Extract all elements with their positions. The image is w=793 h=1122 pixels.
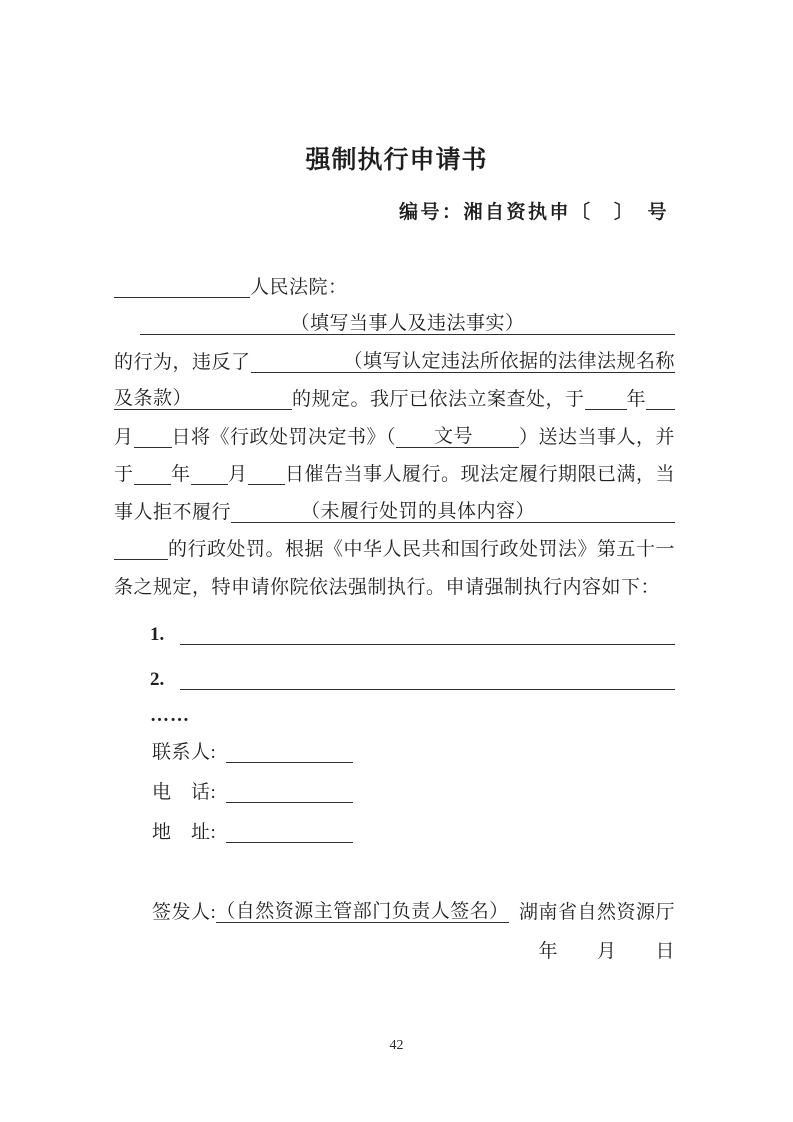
item-2-blank xyxy=(180,689,675,690)
enforcement-item-1 xyxy=(114,600,675,645)
unfulfilled-field xyxy=(231,502,675,523)
contact-person-line xyxy=(114,723,675,763)
date-line xyxy=(114,923,675,962)
refusal-text: 事人拒不履行 xyxy=(114,501,232,523)
request-text: 条之规定，特申请你院依法强制执行。申请强制执行内容如下： xyxy=(114,576,661,598)
facts-fill-blank: （填写当事人及违法事实） xyxy=(140,314,675,335)
document-number-line: 编号：湘自资执申〔 〕 号 xyxy=(399,202,670,223)
line-court xyxy=(114,260,675,298)
year-blank-2 xyxy=(134,484,171,485)
issuer-label: 签发人: xyxy=(152,902,217,924)
contact-info xyxy=(114,723,675,843)
item-2-number: 2. xyxy=(150,669,165,691)
enforcement-items xyxy=(114,600,675,726)
address-line xyxy=(114,803,675,843)
date-placeholder: 年 月 日 xyxy=(538,941,675,963)
line-reminder xyxy=(114,448,675,486)
agency-name: 湖南省自然资源厅 xyxy=(518,902,675,924)
law-name-blank xyxy=(251,372,344,373)
doc-number-field xyxy=(396,427,519,448)
line-refusal xyxy=(114,485,675,523)
violation-text: 的行为，违反了 xyxy=(114,351,251,373)
enforcement-item-2 xyxy=(114,645,675,690)
clause-blank xyxy=(192,409,292,410)
item-1-number: 1. xyxy=(150,624,165,646)
month-blank-2 xyxy=(191,484,228,485)
items-ellipsis: …… xyxy=(150,705,190,727)
on-text: 于 xyxy=(114,464,134,486)
phone-blank xyxy=(226,802,353,803)
phone-line xyxy=(114,763,675,803)
doc-number-label: 文号 xyxy=(434,425,474,447)
unfulfilled-hint: （未履行处罚的具体内容） xyxy=(301,500,536,522)
day-blank-1 xyxy=(134,447,172,448)
page-number: 42 xyxy=(389,1038,404,1053)
month-blank-1 xyxy=(646,409,675,410)
penalty-blank xyxy=(114,559,168,560)
case-filed-text: 的规定。我厅已依法立案查处，于 xyxy=(292,389,585,411)
month-label-1: 月 xyxy=(114,426,134,448)
delivered-text: ）送达当事人，并 xyxy=(518,426,675,448)
line-provisions xyxy=(114,373,675,411)
issuer-line xyxy=(114,885,675,923)
line-request xyxy=(114,560,675,598)
court-name-blank xyxy=(114,297,250,298)
month-label-2: 月 xyxy=(228,464,248,486)
phone-label: 电 话: xyxy=(152,782,217,804)
year-label-2: 年 xyxy=(171,464,191,486)
clause-hint: 及条款） xyxy=(114,388,193,410)
year-blank-1 xyxy=(585,409,627,410)
items-ellipsis-line xyxy=(114,690,675,726)
line-legal-basis xyxy=(114,523,675,561)
legal-basis-text: 的行政处罚。根据《中华人民共和国行政处罚法》第五十一 xyxy=(168,539,676,561)
contact-person-label: 联系人: xyxy=(152,742,217,764)
line-violation xyxy=(114,335,675,373)
address-label: 地 址: xyxy=(152,822,217,844)
decision-text: 日将《行政处罚决定书》（ xyxy=(171,426,397,448)
body-paragraph xyxy=(114,260,675,598)
issuer-signature-hint: （自然资源主管部门负责人签名） xyxy=(216,901,509,923)
law-name-hint: （填写认定违法所依据的法律法规名称 xyxy=(343,350,675,372)
contact-person-blank xyxy=(226,762,353,763)
court-label: 人民法院： xyxy=(250,276,348,298)
document-title: 强制执行申请书 xyxy=(305,147,488,174)
address-blank xyxy=(226,842,353,843)
year-label-1: 年 xyxy=(626,389,647,411)
deadline-text: 日催告当事人履行。现法定履行期限已满，当 xyxy=(285,464,676,486)
item-1-blank xyxy=(180,644,675,645)
signature-block xyxy=(114,885,675,962)
line-facts xyxy=(114,298,675,336)
day-blank-2 xyxy=(248,484,285,485)
line-decision xyxy=(114,410,675,448)
